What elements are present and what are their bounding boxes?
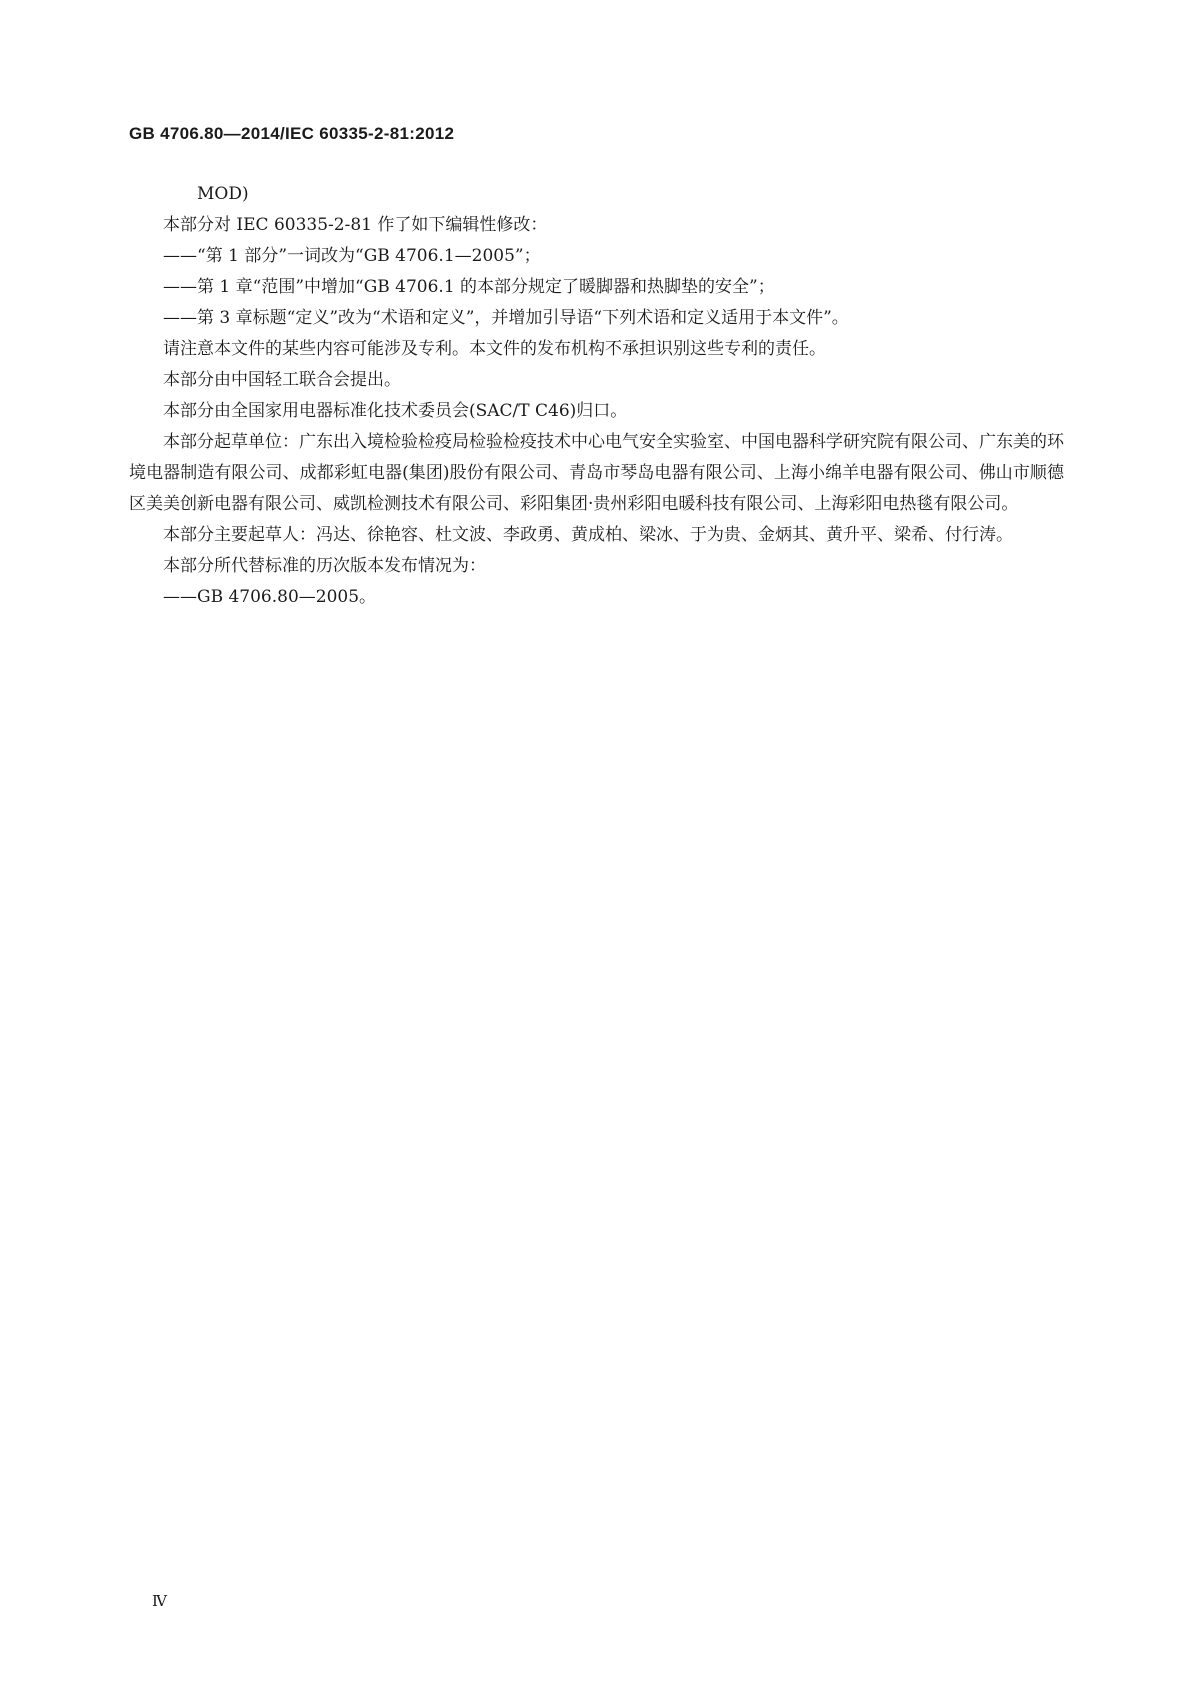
centralized-by: 本部分由全国家用电器标准化技术委员会(SAC/T C46)归口。 [163,401,628,421]
drafting-units: 本部分起草单位：广东出入境检验检疫局检验检疫技术中心电气安全实验室、中国电器科学研究院有限公司、广东美的环境电器制造有限公司、成都彩虹电器(集团)股份有限公司、青岛市琴岛电器有限公司、上海小绵羊电器有限公司、佛山市顺德区美美创新电器有限公司、威凯检测技术有限公司、彩阳集团·贵州彩阳电暖科技有限公司、上海彩阳电热毯有限公司。 [129,432,1064,514]
editorial-item: ——第 3 章标题“定义”改为“术语和定义”，并增加引导语“下列术语和定义适用于本文件”。 [163,308,849,328]
mod-continuation: MOD) [197,184,249,204]
main-drafters: 本部分主要起草人：冯达、徐艳容、杜文波、李政勇、黄成柏、梁冰、于为贵、金炳其、黄升平、梁希、付行涛。 [163,525,1013,545]
editorial-item: ——“第 1 部分”一词改为“GB 4706.1—2005”； [163,246,541,266]
editorial-item: ——第 1 章“范围”中增加“GB 4706.1 的本部分规定了暖脚器和热脚垫的安全”； [163,277,775,297]
proposed-by: 本部分由中国轻工联合会提出。 [163,370,401,390]
foreword-body [129,179,1064,613]
standard-id-header: GB 4706.80—2014/IEC 60335-2-81:2012 [129,124,455,143]
history-item: ——GB 4706.80—2005。 [163,587,377,607]
history-intro: 本部分所代替标准的历次版本发布情况为： [163,556,486,576]
patent-notice: 请注意本文件的某些内容可能涉及专利。本文件的发布机构不承担识别这些专利的责任。 [163,339,826,359]
page-number: Ⅳ [152,1592,167,1610]
editorial-intro: 本部分对 IEC 60335-2-81 作了如下编辑性修改： [163,215,548,235]
